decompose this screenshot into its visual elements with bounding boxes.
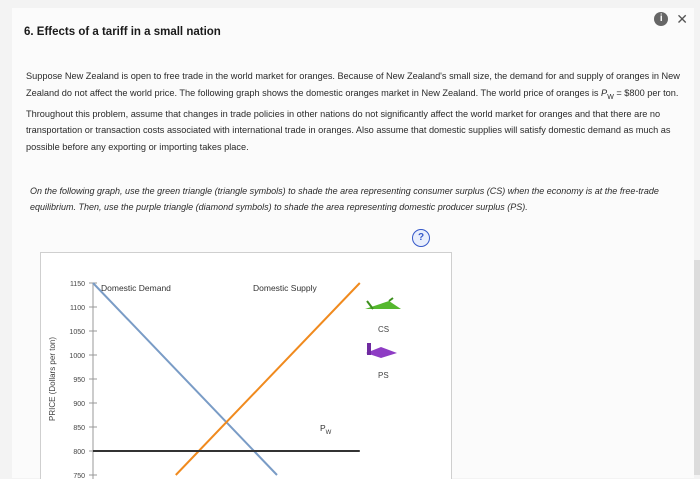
y-tick-label: 750	[73, 473, 85, 479]
graph-panel[interactable]	[40, 252, 452, 479]
supply-label: Domestic Supply	[253, 283, 317, 293]
world-price-symbol: $P_W$	[601, 87, 614, 101]
y-tick-label: 950	[73, 377, 85, 384]
domestic-demand-curve[interactable]	[93, 283, 277, 475]
description-part-2: = $800 per ton. Throughout this problem, assume that changes in trade policies in other nations do not significantly affect the world market for oranges and that there are no transportation or transaction costs associated with international trade in oranges. Also assume that domestic supplies will satisfy domestic demand as much as possible before any exporting or importing takes place.	[26, 87, 679, 152]
world-price-label: $P_W$	[320, 423, 332, 436]
close-icon[interactable]: ✕	[676, 11, 688, 27]
y-axis-label: PRICE (Dollars per ton)	[48, 336, 57, 422]
y-tick-label: 850	[73, 425, 85, 432]
help-icon[interactable]: ?	[412, 229, 430, 247]
problem-description	[26, 68, 686, 155]
y-tick-label: 1000	[69, 353, 85, 360]
top-icons	[654, 12, 688, 26]
description-part-1: Suppose New Zealand is open to free trade in the world market for oranges. Because of New Zealand's small size, the demand for and supply of oranges in New Zealand do not affect the world price. The following graph shows the domestic oranges market in New Zealand. The world price of oranges is	[26, 71, 680, 98]
question-card	[12, 8, 694, 478]
y-tick-label: 1150	[69, 281, 85, 288]
right-edge-strip	[694, 260, 700, 475]
y-tick-label: 1100	[69, 305, 85, 312]
y-tick-label: 1050	[69, 329, 85, 336]
graph-instructions: On the following graph, use the green triangle (triangle symbols) to shade the area representing consumer surplus (CS) when the economy is at the free-trade equilibrium. Then, use the purple triangle (diamond symbols) to shade the area representing domestic producer surplus (PS).	[30, 186, 659, 212]
domestic-supply-curve[interactable]	[176, 283, 360, 475]
y-tick-label: 800	[73, 449, 85, 456]
ps-tool[interactable]	[366, 343, 397, 380]
question-title: 6. Effects of a tariff in a small nation	[24, 26, 221, 38]
info-icon[interactable]: i	[654, 12, 668, 26]
ps-label: PS	[378, 371, 389, 380]
cs-tool[interactable]	[365, 298, 401, 334]
y-tick-label: 900	[73, 401, 85, 408]
surplus-graph[interactable]	[41, 253, 451, 479]
cs-label: CS	[378, 325, 390, 334]
demand-label: Domestic Demand	[101, 283, 171, 293]
purple-diamond-handle-icon	[367, 343, 371, 355]
